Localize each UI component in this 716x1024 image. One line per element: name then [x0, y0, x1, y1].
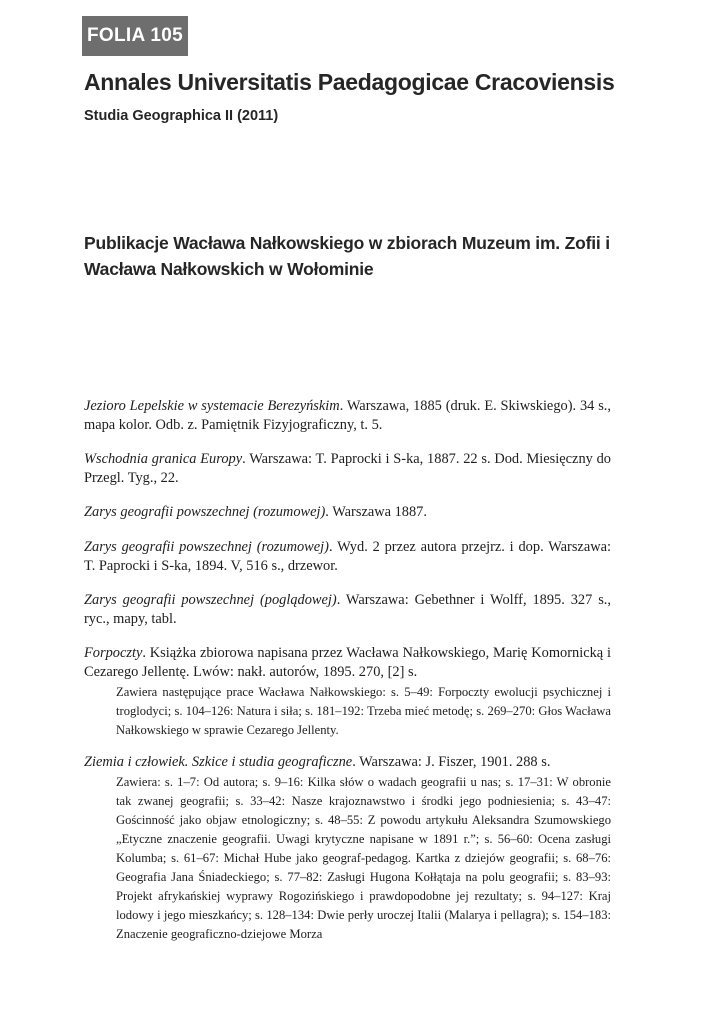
entry-citation: [84, 753, 611, 772]
folia-badge: FOLIA 105: [82, 16, 188, 56]
entry-details: . Warszawa: Gebethner i Wolff, 1895. 327 s., ryc., mapy, tabl.: [84, 592, 611, 627]
entry-title: Zarys geografii powszechnej (poglądowej): [84, 592, 337, 608]
journal-subtitle: Studia Geographica II (2011): [84, 108, 279, 124]
entry-details: . Warszawa 1887.: [325, 504, 427, 520]
bibliography-entry: [84, 644, 611, 740]
entry-title: Jezioro Lepelskie w systemacie Berezyńskim: [84, 398, 340, 414]
bibliography-list: [84, 397, 611, 959]
entry-citation: [84, 397, 611, 435]
bibliography-entry: [84, 538, 611, 576]
entry-details: . Książka zbiorowa napisana przez Wacława Nałkowskiego, Marię Komornicką i Cezarego Jellentę. Lwów: nakł. autorów, 1895. 270, [2] s.: [84, 645, 611, 680]
bibliography-entry: [84, 503, 611, 522]
entry-details: . Warszawa: J. Fiszer, 1901. 288 s.: [352, 754, 551, 770]
entry-title: Wschodnia granica Europy: [84, 451, 243, 467]
bibliography-entry: [84, 753, 611, 944]
entry-details: . Warszawa: T. Paprocki i S-ka, 1887. 22 s. Dod. Miesięczny do Przegl. Tyg., 22.: [84, 451, 611, 486]
entry-citation: [84, 450, 611, 488]
article-title: Publikacje Wacława Nałkowskiego w zbiorach Muzeum im. Zofii i Wacława Nałkowskich w Wołominie: [84, 233, 610, 279]
entry-details: . Warszawa, 1885 (druk. E. Skiwskiego). 34 s., mapa kolor. Odb. z. Pamiętnik Fizyjograficzny, t. 5.: [84, 398, 611, 433]
bibliography-entry: [84, 450, 611, 488]
entry-title: Forpoczty: [84, 645, 143, 661]
bibliography-entry: [84, 397, 611, 435]
entry-citation: [84, 538, 611, 576]
entry-title: Ziemia i człowiek. Szkice i studia geograficzne: [84, 754, 353, 770]
entry-contents-note: Zawiera następujące prace Wacława Nałkowskiego: s. 5–49: Forpoczty ewolucji psychicznej i troglodyci; s. 104–126: Natura i siła; s. 181–192: Trzeba mieć metodę; s. 269–270: Głos Wacława Nałkowskiego w sprawie Cezarego Jellenty.: [116, 685, 611, 737]
entry-title: Zarys geografii powszechnej (rozumowej): [84, 539, 329, 555]
bibliography-entry: [84, 591, 611, 629]
journal-title: Annales Universitatis Paedagogicae Cracoviensis: [84, 69, 615, 95]
entry-details: . Wyd. 2 przez autora przejrz. i dop. Warszawa: T. Paprocki i S-ka, 1894. V, 516 s., drzewor.: [84, 539, 611, 574]
entry-citation: [84, 591, 611, 629]
entry-contents-note: Zawiera: s. 1–7: Od autora; s. 9–16: Kilka słów o wadach geografii u nas; s. 17–31: W obronie tak zwanej geografii; s. 33–42: Nasze krajoznawstwo i środki jego podniesienia; s. 43–47: Gościnność jako objaw etnologiczny; s. 48–55: Z powodu artykułu Aleksandra Szumowskiego „Etyczne znaczenie geografii. Uwagi krytyczne napisane w 1891 r.”; s. 56–60: Ocena zasługi Kolumba; s. 61–67: Michał Hube jako geograf-pedagog. Kartka z dziejów geografii; s. 68–76: Geografia Jana Śniadeckiego; s. 77–82: Zasługi Hugona Kołłątaja na polu geografii; s. 83–93: Projekt afrykańskiej wyprawy Rogozińskiego i prawdopodobne jej rezultaty; s. 94–127: Kraj lodowy i jego mieszkańcy; s. 128–134: Dwie perły uroczej Italii (Malarya i pellagra); s. 154–183: Znaczenie geograficzno-dziejowe Morza: [116, 775, 611, 941]
entry-citation: [84, 503, 611, 522]
entry-citation: [84, 644, 611, 682]
entry-title: Zarys geografii powszechnej (rozumowej): [84, 504, 326, 520]
